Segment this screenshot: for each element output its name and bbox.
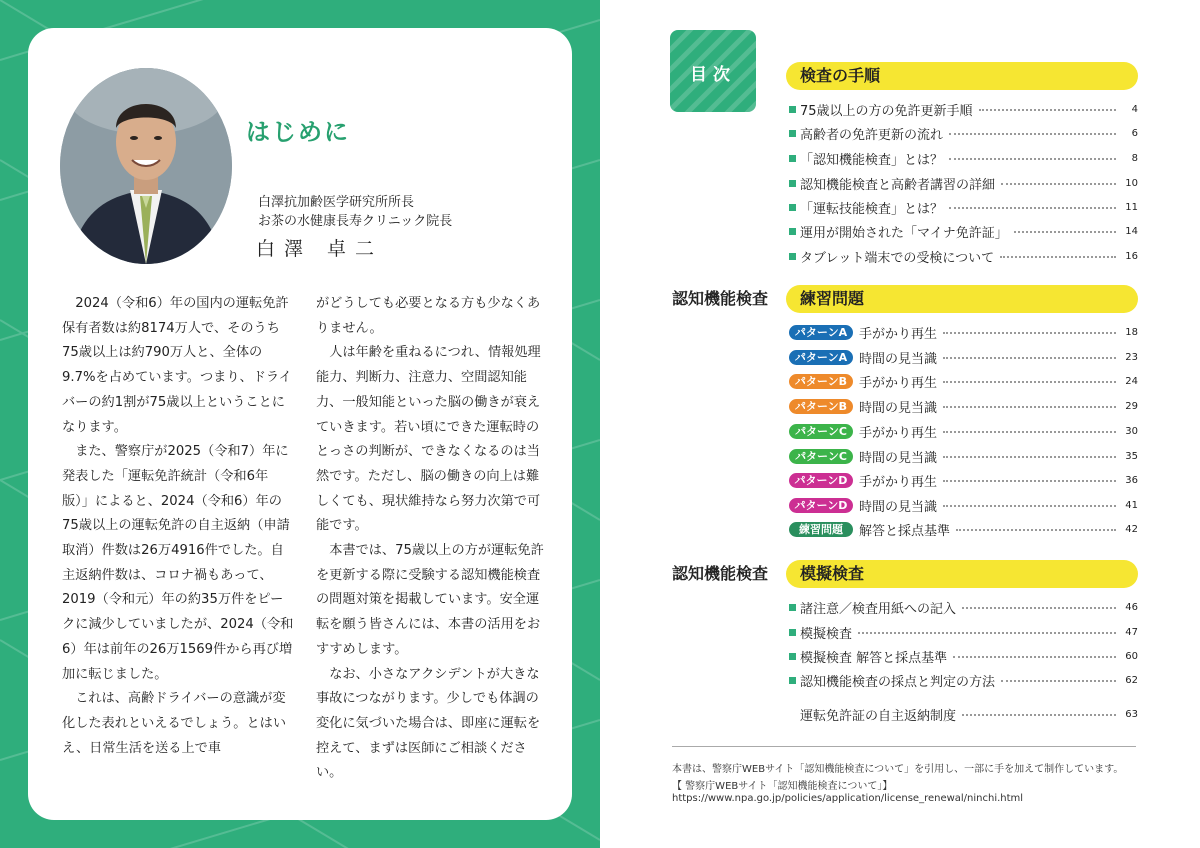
leader-dots: [1014, 230, 1116, 233]
leader-dots: [943, 430, 1116, 433]
footnote-line-1: 本書は、警察庁WEBサイト「認知機能検査について」を引用し、一部に手を加えて制作しています。: [672, 764, 1124, 775]
leader-dots: [1000, 255, 1116, 258]
section-prefix: 認知機能検査: [672, 564, 769, 583]
toc-entry-label: タブレット端末での受検について: [800, 250, 995, 266]
leader-dots: [953, 655, 1116, 658]
bullet-icon: [789, 677, 796, 684]
toc-page-number: 47: [1125, 626, 1138, 638]
leader-dots: [858, 631, 1116, 634]
toc-page-number: 42: [1125, 523, 1138, 535]
author-name: 白澤 卓二: [256, 238, 384, 260]
toc-entry-label: 75歳以上の方の免許更新手順: [800, 103, 973, 119]
paragraph: なお、小さなアクシデントが大きな事故につながります。少しでも体調の変化に気づいた場合は、即座に運転を控えて、まずは医師にご相談ください。: [316, 666, 541, 781]
toc-entry-label: 認知機能検査と高齢者講習の詳細: [800, 177, 996, 193]
toc-page-number: 23: [1125, 351, 1138, 363]
section-heading: 練習問題: [786, 285, 1138, 313]
toc-entry[interactable]: [789, 197, 1138, 217]
toc-page-number: 63: [1125, 708, 1138, 720]
leader-dots: [943, 405, 1116, 408]
toc-entry[interactable]: [789, 322, 1138, 342]
leader-dots: [1001, 679, 1116, 682]
bullet-icon: [789, 653, 796, 660]
toc-page-number: 24: [1125, 375, 1138, 387]
toc-label: 目次: [690, 65, 736, 85]
toc-entry[interactable]: [789, 495, 1138, 515]
toc-page-number: 10: [1125, 177, 1138, 189]
leader-dots: [943, 380, 1116, 383]
leader-dots: [943, 504, 1116, 507]
author-portrait: [60, 68, 232, 264]
section-heading: 検査の手順: [786, 62, 1138, 90]
footnote-line-2: 【 警察庁WEBサイト「認知機能検査について」】: [672, 781, 893, 792]
toc-entry[interactable]: [789, 246, 1138, 266]
footnote-divider: [672, 746, 1136, 747]
toc-entry-label: 解答と採点基準: [859, 523, 951, 539]
toc-entry[interactable]: [789, 421, 1138, 441]
leader-dots: [949, 132, 1116, 135]
paragraph: また、警察庁が2025（令和7）年に発表した「運転免許統計（令和6年版）」によると、2024（令和6）年の75歳以上の運転免許の自主返納（申請取消）件数は26万4916件でした。自主返納件数は、コロナ禍もあって、2019（令和元）年の約35万件をピークに減少していましたが、2024（令和6）年は前年の26万1569件から再び増加に転じました。: [62, 444, 294, 682]
toc-page-number: 18: [1125, 326, 1138, 338]
pattern-badge: パターンC: [789, 449, 853, 464]
toc-entry-label: 手がかり再生: [859, 474, 938, 490]
paragraph: がどうしても必要となる方も少なくありません。: [316, 296, 541, 336]
leader-dots: [943, 356, 1116, 359]
bullet-icon: [789, 204, 796, 211]
toc-page-number: 11: [1125, 201, 1138, 213]
toc-page-number: 14: [1125, 225, 1138, 237]
bullet-icon: [789, 228, 796, 235]
bullet-icon: [789, 130, 796, 137]
toc-entry-label: 時間の見当識: [859, 499, 938, 515]
toc-entry[interactable]: [789, 470, 1138, 490]
toc-entry-label: 運用が開始された「マイナ免許証」: [800, 225, 1008, 241]
footnote-url[interactable]: https://www.npa.go.jp/policies/application/license_renewal/ninchi.html: [672, 793, 1024, 804]
pattern-badge: パターンA: [789, 325, 853, 340]
toc-entry-label: 「運転技能検査」とは？: [800, 201, 944, 217]
section-prefix: 認知機能検査: [672, 289, 769, 308]
toc-entry[interactable]: [789, 173, 1138, 193]
toc-page-number: 35: [1125, 450, 1138, 462]
toc-entry-label: 手がかり再生: [859, 326, 938, 342]
toc-entry[interactable]: [789, 597, 1138, 617]
toc-page-number: 29: [1125, 400, 1138, 412]
toc-label-box: [670, 30, 756, 112]
pattern-badge: パターンB: [789, 374, 853, 389]
paragraph: 本書では、75歳以上の方が運転免許を更新する際に受験する認知機能検査の問題対策を掲載しています。安全運転を願う皆さんには、本書の活用をおすすめします。: [316, 543, 544, 657]
leader-dots: [1001, 182, 1116, 185]
bullet-icon: [789, 106, 796, 113]
leader-dots: [962, 606, 1116, 609]
bullet-icon: [789, 629, 796, 636]
pattern-badge: パターンB: [789, 399, 853, 414]
toc-entry-label: 手がかり再生: [859, 425, 938, 441]
toc-page-number: 30: [1125, 425, 1138, 437]
toc-entry[interactable]: [789, 347, 1138, 367]
leader-dots: [943, 479, 1116, 482]
pattern-badge: パターンC: [789, 424, 853, 439]
toc-page-number: 6: [1131, 127, 1138, 139]
toc-entry-label: 認知機能検査の採点と判定の方法: [800, 674, 996, 690]
author-affiliation-2: お茶の水健康長寿クリニック院長: [258, 214, 453, 229]
toc-entry-label: 模擬検査 解答と採点基準: [800, 650, 948, 666]
toc-page-number: 16: [1125, 250, 1138, 262]
toc-entry[interactable]: [789, 123, 1138, 143]
toc-entry[interactable]: [789, 148, 1138, 168]
pattern-badge: パターンD: [789, 473, 853, 488]
toc-entry-label: 諸注意／検査用紙への記入: [800, 601, 957, 617]
toc-page-number: 46: [1125, 601, 1138, 613]
toc-entry-label: 時間の見当識: [859, 450, 938, 466]
leader-dots: [979, 108, 1116, 111]
bullet-icon: [789, 604, 796, 611]
toc-entry-label: 時間の見当識: [859, 351, 938, 367]
paragraph: 人は年齢を重ねるにつれ、情報処理能力、判断力、注意力、空間認知能力、一般知能といった脳の働きが衰えていきます。若い頃にできた運転時のとっさの判断が、できなくなるのは当然です。ただし、脳の働きの向上は難しくても、現状維持なら努力次第で可能です。: [316, 345, 541, 534]
toc-entry[interactable]: [789, 221, 1138, 241]
toc-entry-label: 模擬検査: [800, 626, 853, 642]
bullet-icon: [789, 180, 796, 187]
toc-page-number: 36: [1125, 474, 1138, 486]
toc-entry[interactable]: [789, 396, 1138, 416]
intro-column-1: [62, 292, 294, 761]
leader-dots: [943, 331, 1116, 334]
paragraph: 2024（令和6）年の国内の運転免許保有者数は約8174万人で、そのうち75歳以上は約790万人と、全体の9.7%を占めています。つまり、ドライバーの約1割が75歳以上ということになります。: [62, 296, 292, 435]
toc-entry[interactable]: [789, 670, 1138, 690]
intro-column-2: [316, 292, 548, 786]
toc-entry[interactable]: [789, 371, 1138, 391]
toc-page-number: 8: [1131, 152, 1138, 164]
toc-entry[interactable]: [789, 519, 1138, 539]
leader-dots: [943, 455, 1116, 458]
intro-title: はじめに: [246, 118, 350, 146]
pattern-badge: パターンA: [789, 350, 853, 365]
pattern-badge: パターンD: [789, 498, 853, 513]
toc-page-number: 4: [1131, 103, 1138, 115]
toc-entry[interactable]: [789, 622, 1138, 642]
toc-page-number: 60: [1125, 650, 1138, 662]
toc-entry-label: 「認知機能検査」とは？: [800, 152, 944, 168]
toc-page-number: 41: [1125, 499, 1138, 511]
author-affiliation-1: 白澤抗加齢医学研究所所長: [258, 195, 415, 210]
toc-entry[interactable]: [789, 646, 1138, 666]
paragraph: これは、高齢ドライバーの意識が変化した表れといえるでしょう。とはいえ、日常生活を送る上で車: [62, 691, 287, 756]
bullet-icon: [789, 253, 796, 260]
toc-entry-label: 運転免許証の自主返納制度: [800, 708, 957, 724]
leader-dots: [962, 713, 1116, 716]
toc-page-number: 62: [1125, 674, 1138, 686]
toc-entry[interactable]: [789, 704, 1138, 724]
toc-entry-label: 高齢者の免許更新の流れ: [800, 127, 944, 143]
toc-entry-label: 時間の見当識: [859, 400, 938, 416]
leader-dots: [949, 206, 1116, 209]
toc-entry[interactable]: [789, 446, 1138, 466]
toc-entry-label: 手がかり再生: [859, 375, 938, 391]
leader-dots: [956, 528, 1116, 531]
leader-dots: [949, 157, 1116, 160]
toc-entry[interactable]: [789, 99, 1138, 119]
section-heading: 模擬検査: [786, 560, 1138, 588]
pattern-badge: 練習問題: [789, 522, 853, 537]
bullet-icon: [789, 155, 796, 162]
